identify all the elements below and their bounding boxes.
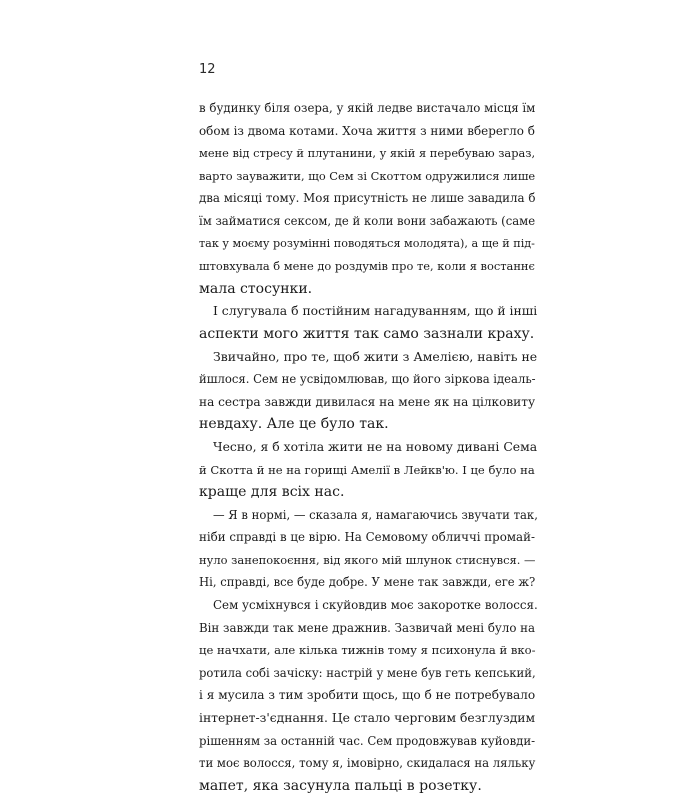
text-line: мене від стресу й плутанини, у якій я перебуваю зараз,	[199, 146, 536, 161]
text-line: в будинку біля озера, у якій ледве вистачало місця їм	[199, 101, 536, 115]
text-line: ти моє волосся, тому я, імовірно, скидалася на ляльку	[199, 756, 536, 771]
text-line: два місяці тому. Моя присутність не лише завадила б	[199, 191, 536, 206]
text-line: інтернет-з'єднання. Це стало черговим безглуздим	[199, 711, 536, 726]
text-line: рішенням за останній час. Сем продовжував куйовди-	[199, 733, 536, 748]
text-line: й Скотта й не на горищі Амелії в Лейкв'ю. І це було на	[199, 462, 535, 477]
text-line: ніби справді в це вірю. На Семовому обличчі промай-	[199, 530, 535, 545]
text-line: варто зауважити, що Сем зі Скоттом одружилися лише	[199, 168, 536, 183]
text-line: так у моєму розумінні поводяться молодята), а ще й під-	[199, 236, 535, 250]
text-line: аспекти мого життя так само зазнали краху.	[199, 325, 535, 342]
text-line: І слугувала б постійним нагадуванням, що й інші	[213, 304, 538, 319]
text-line: Ні, справді, все буде добре. У мене так завжди, еге ж?	[199, 575, 536, 590]
text-line: Сем усміхнувся і скуйовдив моє закоротке волосся.	[213, 598, 538, 613]
text-line: нуло занепокоєння, від якого мій шлунок стиснувся. —	[199, 552, 536, 567]
text-line: на сестра завжди дивилася на мене як на цілковиту	[199, 394, 536, 409]
text-line: — Я в нормі, — сказала я, намагаючись звучати так,	[213, 507, 538, 522]
text-line: ротила собі зачіску: настрій у мене був геть кепський,	[199, 665, 536, 680]
text-line: йшлося. Сем не усвідомлював, що його зіркова ідеаль-	[199, 372, 536, 387]
text-line: краще для всіх нас.	[199, 484, 345, 501]
text-line: Він завжди так мене дражнив. Зазвичай мені було на	[199, 620, 536, 635]
text-line: мапет, яка засунула пальці в розетку.	[199, 777, 482, 794]
text-line: обом із двома котами. Хоча життя з ними вберегло б	[199, 123, 535, 138]
text-line: це начхати, але кілька тижнів тому я психонула й вко-	[199, 643, 536, 658]
text-line: мала стосунки.	[199, 280, 313, 297]
text-line: їм займатися сексом, де й коли вони забажають (саме	[199, 213, 536, 228]
text-line: невдаху. Але це було так.	[199, 416, 389, 433]
text-line: і я мусила з тим зробити щось, що б не потребувало	[199, 688, 536, 703]
text-line: Звичайно, про те, щоб жити з Амелією, навіть не	[213, 348, 538, 364]
page-number: 12	[199, 62, 216, 77]
body-text	[199, 97, 539, 797]
text-line: штовхувала б мене до роздумів про те, коли я востаннє	[199, 259, 535, 274]
text-line: Чесно, я б хотіла жити не на новому дивані Сема	[213, 438, 538, 454]
